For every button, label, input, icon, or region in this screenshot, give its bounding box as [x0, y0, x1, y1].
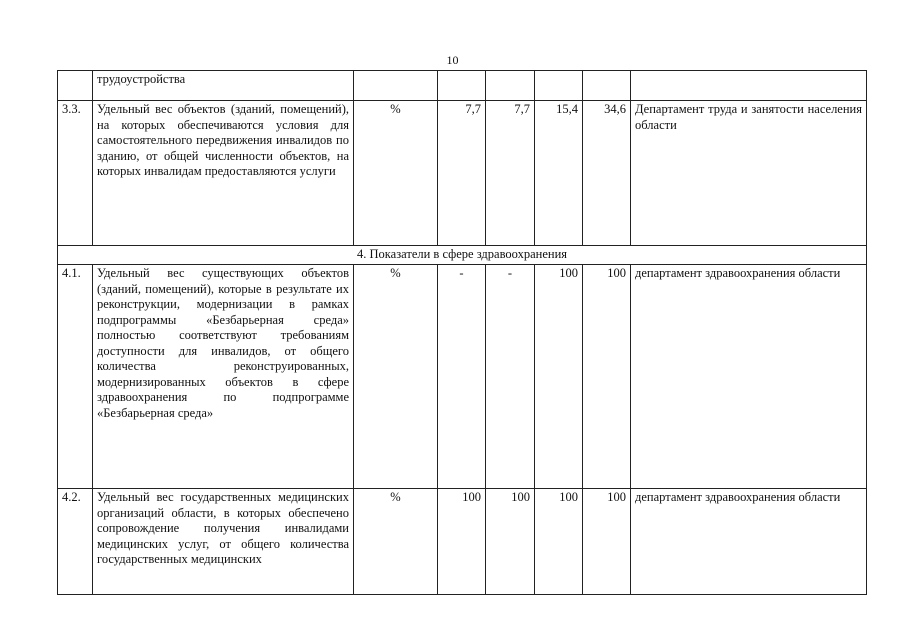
row-value-2: 100 — [486, 489, 535, 595]
page-number: 10 — [446, 53, 459, 67]
table-row — [58, 101, 867, 246]
row-value-4: 100 — [583, 265, 631, 489]
row-value-4: 34,6 — [583, 101, 631, 246]
row-value-4 — [583, 71, 631, 101]
row-description: Удельный вес объектов (зданий, помещений), на которых обеспечиваются условия для самостоятельного передвижения инвалидов по зданию, от общей численности объектов, на которых инвалидам предоставляются услуги — [93, 101, 354, 246]
row-value-1: 7,7 — [438, 101, 486, 246]
row-unit: % — [354, 265, 438, 489]
row-value-1 — [438, 71, 486, 101]
row-value-1: 100 — [438, 489, 486, 595]
row-responsible — [631, 71, 867, 101]
row-unit: % — [354, 489, 438, 595]
section-title: 4. Показатели в сфере здравоохранения — [58, 246, 867, 265]
table-row — [58, 71, 867, 101]
row-value-4: 100 — [583, 489, 631, 595]
row-value-3: 15,4 — [535, 101, 583, 246]
row-responsible: Департамент труда и занятости населения области — [631, 101, 867, 246]
row-description: Удельный вес существующих объектов (зданий, помещений), которые в результате их реконструкции, модернизации в рамках подпрограммы «Безбарьерная среда» полностью соответствуют требованиям доступности для инвалидов, от общего количества реконструированных, модернизированных объектов в сфере здравоохранения по подпрограмме «Безбарьерная среда» — [93, 265, 354, 489]
indicators-table — [57, 70, 867, 595]
row-value-3: 100 — [535, 265, 583, 489]
table-row — [58, 489, 867, 595]
row-value-2 — [486, 71, 535, 101]
row-unit: % — [354, 101, 438, 246]
row-unit — [354, 71, 438, 101]
row-number — [58, 71, 93, 101]
row-value-3 — [535, 71, 583, 101]
row-number: 3.3. — [58, 101, 93, 246]
row-responsible: департамент здравоохранения области — [631, 489, 867, 595]
row-description: трудоустройства — [93, 71, 354, 101]
row-value-2: - — [486, 265, 535, 489]
row-value-1: - — [438, 265, 486, 489]
row-responsible: департамент здравоохранения области — [631, 265, 867, 489]
row-description: Удельный вес государственных медицинских организаций области, в которых обеспечено сопровождение получения инвалидами медицинских услуг, от общего количества государственных медицинских — [93, 489, 354, 595]
row-value-2: 7,7 — [486, 101, 535, 246]
row-number: 4.2. — [58, 489, 93, 595]
section-header-row — [58, 246, 867, 265]
row-value-3: 100 — [535, 489, 583, 595]
table-row — [58, 265, 867, 489]
row-number: 4.1. — [58, 265, 93, 489]
